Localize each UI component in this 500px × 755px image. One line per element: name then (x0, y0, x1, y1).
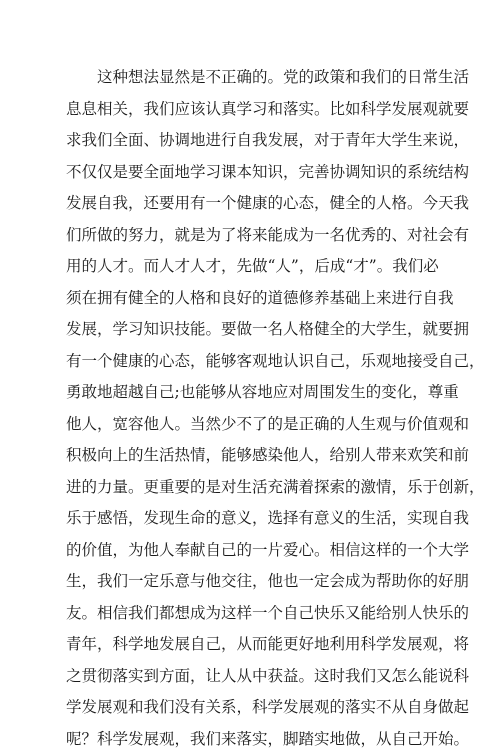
paragraph-line: 他人，宽容他人。当然少不了的是正确的人生观与价值观和 (66, 409, 438, 441)
paragraph-line: 有一个健康的心态，能够客观地认识自己，乐观地接受自己， (66, 346, 438, 378)
paragraph-line: 之贯彻落实到方面，让人从中获益。这时我们又怎么能说科 (66, 661, 438, 693)
paragraph-line: 青年，科学地发展自己，从而能更好地利用科学发展观，将 (66, 629, 438, 661)
paragraph-line: 不仅仅是要全面地学习课本知识，完善协调知识的系统结构 (66, 157, 438, 189)
paragraph-line: 息息相关，我们应该认真学习和落实。比如科学发展观就要 (66, 94, 438, 126)
body-paragraph (66, 62, 438, 755)
paragraph-line: 们所做的努力，就是为了将来能成为一名优秀的、对社会有 (66, 220, 438, 252)
paragraph-line: 这种想法显然是不正确的。党的政策和我们的日常生活 (66, 62, 438, 94)
paragraph-line: 呢？科学发展观，我们来落实，脚踏实地做，从自己开始。 (66, 724, 438, 755)
paragraph-line: 发展自我，还要用有一个健康的心态，健全的人格。今天我 (66, 188, 438, 220)
paragraph-line: 生，我们一定乐意与他交往，他也一定会成为帮助你的好朋 (66, 566, 438, 598)
paragraph-line: 求我们全面、协调地进行自我发展，对于青年大学生来说， (66, 125, 438, 157)
paragraph-line: 勇敢地超越自己;也能够从容地应对周围发生的变化，尊重 (66, 377, 438, 409)
paragraph-line: 乐于感悟，发现生命的意义，选择有意义的生活，实现自我 (66, 503, 438, 535)
paragraph-line: 须在拥有健全的人格和良好的道德修养基础上来进行自我 (66, 283, 438, 315)
paragraph-line: 积极向上的生活热情，能够感染他人，给别人带来欢笑和前 (66, 440, 438, 472)
paragraph-line: 发展，学习知识技能。要做一名人格健全的大学生，就要拥 (66, 314, 438, 346)
paragraph-line: 的价值，为他人奉献自己的一片爱心。相信这样的一个大学 (66, 535, 438, 567)
paragraph-line: 友。相信我们都想成为这样一个自己快乐又能给别人快乐的 (66, 598, 438, 630)
paragraph-line: 用的人才。而人才人才，先做“人”，后成“才”。我们必 (66, 251, 438, 283)
paragraph-line: 学发展观和我们没有关系，科学发展观的落实不从自身做起 (66, 692, 438, 724)
paragraph-line: 进的力量。更重要的是对生活充满着探索的激情，乐于创新， (66, 472, 438, 504)
